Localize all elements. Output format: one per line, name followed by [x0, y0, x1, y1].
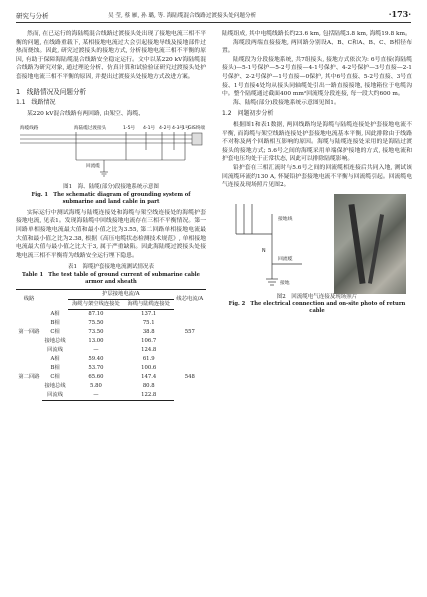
length-paragraph: 陆缆组成, 其中电缆线路长约23.6 km, 包括陆缆3.8 km, 海缆19.8 km。 [222, 31, 411, 37]
intro-paragraph: 然而, 在已运行的海陆缆混合线路过渡接头处出现了接地电流三相不平衡的问题, 在线路重载下, 某相接地电流过大会引起接地导线及接地部件过热而烧蚀。因此, 研究过渡接头的接地方式, 分析接地电流三相不平衡的原因, 有助于保障海陆缆混合线路安全稳定运行。文中以某220 kV海陆缆混合线路为研究对象, 通过理论分析、仿真计算和试验验证研究过渡接头处护套接地电流三相不平衡的原因, 并提出过渡接头处接地方式改进方案。 [16, 31, 206, 80]
figure-2-caption: 图2 回流缆电气连接及现场照片 [276, 293, 358, 300]
subsection-heading: 1.1 线路情况 [16, 99, 56, 107]
left-column [16, 30, 206, 401]
label-joint-1-5: 1-5号 [123, 126, 136, 132]
col-core-current: 线芯电流/A [174, 289, 206, 309]
table-1-title: 表1 海缆护套接地电流测试情况表 [67, 264, 154, 271]
cell-phase: 回流线 [42, 391, 68, 401]
return-cable-schematic [222, 194, 320, 294]
cell-b: 61.9 [142, 355, 155, 362]
cell-b: 124.8 [141, 346, 157, 353]
label-return-cable: 回流缆 [86, 164, 100, 170]
label-transition-joint: 海陆缆过渡接头 [74, 126, 107, 132]
label-earth: 接地 [280, 280, 290, 286]
cell-a: 5.80 [90, 382, 102, 389]
cell-phase: A相 [50, 310, 60, 317]
cell-a: 73.50 [88, 328, 104, 335]
cell-phase: C相 [50, 373, 60, 380]
col-sea-overhead: 海缆与架空线连接处 [68, 299, 124, 309]
cell-b: 147.4 [141, 373, 157, 380]
cell-a: — [68, 391, 124, 401]
subsection-heading-2: 1.2 问题初步分析 [222, 110, 274, 118]
journal-name: 研究与分析 [16, 12, 49, 20]
core-current: 548 [184, 374, 195, 381]
analysis-paragraph: 根据图1和表1数据, 两回线路均是海缆与陆缆连接处护套接地电流不平衡, 而海缆与架空线路连接处护套接地电流基本平衡, 因此排除由于线路不对称及两个回路相互影响的原因。海缆与陆缆连接处采用的是海陆过渡接头的接地方式; 5.6号之间的海缆采用单端保护接地的方式, 接地电流和护套电压均处于正常状态, 因此可以排除陆缆影响。 [222, 121, 412, 163]
cell-b: 80.8 [142, 382, 155, 389]
label-sea-cable: 海缆线路 [20, 126, 39, 132]
cell-phase: A相 [50, 355, 60, 362]
cell-b: 137.1 [141, 310, 157, 317]
circuit-name: 第一回路 [18, 328, 40, 335]
cell-b: 75.1 [142, 319, 155, 326]
cell-phase: 接地总线 [44, 337, 66, 344]
grounding-diagram [16, 122, 206, 184]
cell-a: — [93, 346, 99, 353]
cell-b: 106.7 [141, 337, 157, 344]
cell-b: 122.8 [124, 391, 174, 401]
table-1 [16, 289, 206, 401]
cell-a: 59.40 [88, 355, 104, 362]
figure-1-caption: 图1 海、陆缆(部分)段接地系统示意图 [63, 184, 159, 191]
cell-a: 53.70 [88, 364, 104, 371]
cell-phase: 接地总线 [44, 382, 66, 389]
label-joint-4-3: 4-3号 [172, 126, 185, 132]
core-current: 557 [184, 328, 195, 335]
cell-b: 100.6 [141, 364, 157, 371]
table-row [16, 309, 206, 319]
land-section-paragraph: 陆缆段为分段接地系统, 共7组接头, 接地方式依次为: 6号直接(海陆缆接头)—5-1号保护—5-2号直接—4-1号保护、4-2号保护—3号直接—2-1号保护、2-2号保护—1号直接—0保护, 其中6号直接、5-2号直接、3号直接、1号直接4处均从接头同轴缆处引出一路直接接地, 接地箱位于电缆沟中。整个陆缆通过截面400 mm²回流缆分段连接, 每一段大约600 m。 [222, 56, 412, 98]
cell-phase: B相 [50, 319, 60, 326]
cell-phase: B相 [50, 364, 60, 371]
cell-a: 87.10 [88, 310, 104, 317]
figure-2-caption-en: Fig. 2 The electrical connection and on-site photo of return cable [228, 301, 406, 315]
cell-phase: C相 [50, 328, 60, 335]
figure-1-caption-en: Fig. 1 The schematic diagram of grounding system of submarine and land cable in part [31, 191, 191, 205]
cell-b: 38.8 [142, 328, 155, 335]
table-1-title-en: Table 1 The test table of ground current of submarine cable armor and sheath [22, 271, 200, 285]
return-cable-paragraph: 铅护套在三相汇流时与5.6号之间的回流缆相连接后共同入地, 测试该回流缆环流约130 A, 怀疑铅护套接地电流不平衡与回流缆引起。回流缆电气连接及现场照片见图2。 [222, 164, 412, 189]
test-paragraph: 实际运行中测试海缆与陆缆连接处和海缆与架空线连接处的海缆护套接地电流, 见表1。发现海陆缆中回线接地电流存在三相不平衡情况。第一回路单相接地电流最大值和最小值之比为3.55, 第二回路单相接地电流最大值和最小值之比为2.38, 根据《高压电缆状态检测技术规范》, 单相接地电流最大值与最小值之比大于3, 属于严重缺陷。因此海陆缆过渡接头处接地电流三相不平衡将为线路安全运行埋下隐患。 [16, 209, 206, 259]
line-info-paragraph: 某220 kV混合线路有两回路, 由架空、海缆、 [27, 110, 145, 117]
col-circuit: 线路 [16, 289, 42, 309]
cell-phase: 回流线 [47, 346, 63, 353]
section-heading: 1 线路情况及问题分析 [16, 87, 87, 96]
cell-a: 13.00 [88, 337, 104, 344]
figure-1 [16, 122, 206, 206]
label-joint-4-2: 4-2号 [159, 126, 172, 132]
col-group-header: 护层接地电流/A [68, 289, 174, 299]
label-gis: GIS终端 [188, 126, 206, 132]
circuit-name: 第二回路 [18, 374, 40, 381]
cell-a: 75.50 [88, 319, 104, 326]
label-n: N [262, 248, 266, 254]
label-joint-1: 1号 [182, 126, 190, 132]
page-number: ·173· [388, 9, 411, 19]
figure-2 [222, 194, 412, 316]
col-sea-land: 海缆与陆缆连接处 [124, 299, 174, 309]
label-return-cable-2: 回流缆 [278, 256, 293, 262]
running-title: 吴 莹, 蔡 雁, 孙 璐, 等. 海陆缆混合线路过渡接头处问题分析 [108, 13, 257, 19]
cell-a: 65.60 [88, 373, 104, 380]
page-header [16, 8, 411, 23]
site-photo [334, 194, 406, 294]
figure-ref-paragraph: 海、陆缆(部分)段接地系统示意图见图1。 [233, 99, 340, 106]
table-row [16, 355, 206, 364]
label-joint-4-1: 4-1号 [143, 126, 156, 132]
label-ground-wire: 接地线 [278, 216, 293, 222]
right-column [222, 30, 412, 317]
sea-section-paragraph: 海缆段两端直接接地, 两回路分别设A、B、C和A、B、C、B相径布置。 [222, 39, 412, 55]
